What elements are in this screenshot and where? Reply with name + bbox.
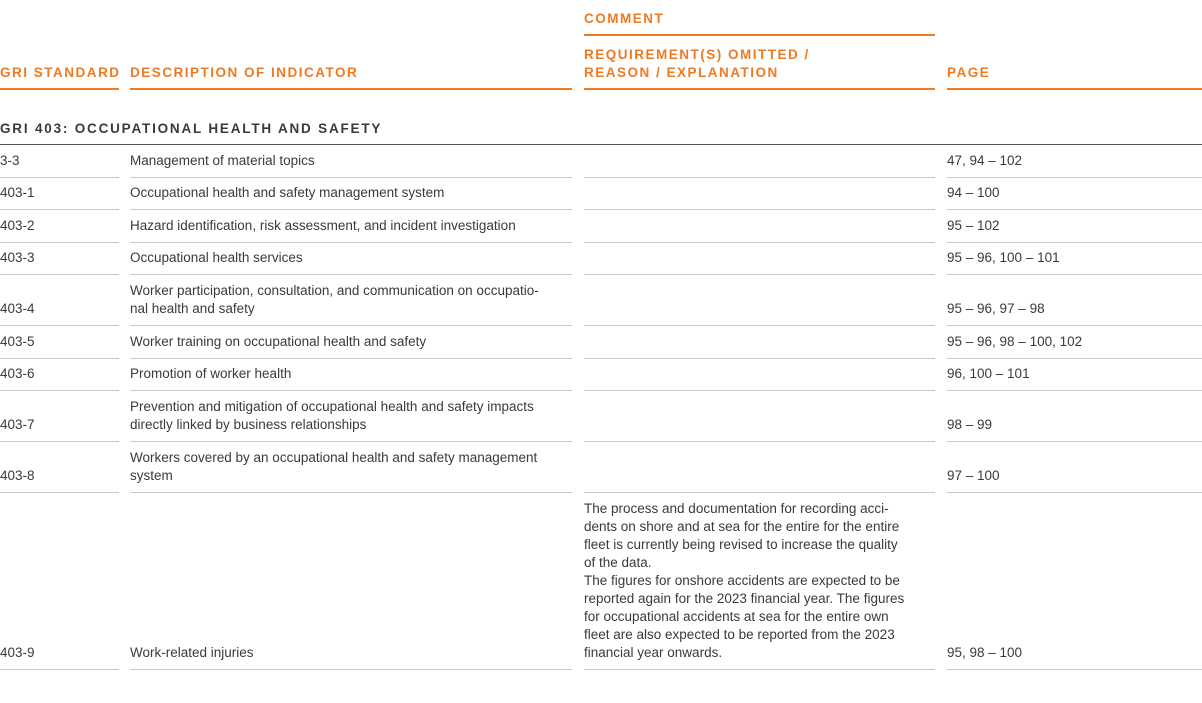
table-cell-comment <box>584 274 935 326</box>
description-line: system <box>130 468 173 483</box>
comment-line: financial year onwards. <box>584 645 723 660</box>
header-page: PAGE <box>947 65 991 80</box>
table-cell-page <box>947 274 1202 326</box>
table-cell-code <box>0 358 119 391</box>
table-cell-page <box>947 177 1202 210</box>
table-cell-description <box>130 493 572 670</box>
description-line: Prevention and mitigation of occupational health and safety impacts <box>130 399 534 414</box>
table-cell-description <box>130 326 572 359</box>
table-cell-code <box>0 242 119 275</box>
code-line: 403-7 <box>0 417 35 432</box>
code-line: 403-5 <box>0 334 35 349</box>
header-reason: REASON / EXPLANATION <box>584 65 779 80</box>
code-line: 403-1 <box>0 185 35 200</box>
table-cell-description <box>130 242 572 275</box>
table-cell-page <box>947 145 1202 178</box>
description-line: nal health and safety <box>130 301 255 316</box>
table-cell-comment <box>584 442 935 493</box>
code-line: 3-3 <box>0 153 20 168</box>
page-line: 94 – 100 <box>947 185 1000 200</box>
description-line: directly linked by business relationships <box>130 417 367 432</box>
header-underline-page <box>947 88 1202 90</box>
table-cell-description <box>130 177 572 210</box>
table-cell-description <box>130 145 572 178</box>
table-cell-code <box>0 274 119 326</box>
table-cell-code <box>0 442 119 493</box>
table-cell-comment <box>584 358 935 391</box>
table-cell-code <box>0 326 119 359</box>
table-cell-page <box>947 493 1202 670</box>
page-line: 95 – 96, 100 – 101 <box>947 250 1060 265</box>
code-line: 403-9 <box>0 645 35 660</box>
header-underline-description <box>130 88 572 90</box>
code-line: 403-4 <box>0 301 35 316</box>
comment-line: The figures for onshore accidents are expected to be <box>584 573 900 588</box>
comment-line: The process and documentation for recording acci- <box>584 501 889 516</box>
header-underline-gri <box>0 88 119 90</box>
comment-header-divider <box>584 34 935 36</box>
table-cell-code <box>0 145 119 178</box>
code-line: 403-3 <box>0 250 35 265</box>
table-cell-comment <box>584 145 935 178</box>
description-line: Work-related injuries <box>130 645 254 660</box>
comment-line: fleet are also expected to be reported from the 2023 <box>584 627 895 642</box>
page-line: 95 – 96, 98 – 100, 102 <box>947 334 1083 349</box>
table-cell-comment <box>584 177 935 210</box>
table-cell-page <box>947 442 1202 493</box>
page-line: 98 – 99 <box>947 417 993 432</box>
description-line: Management of material topics <box>130 153 315 168</box>
table-cell-description <box>130 390 572 442</box>
page-line: 47, 94 – 102 <box>947 153 1023 168</box>
table-cell-page <box>947 326 1202 359</box>
header-underline-comment <box>584 88 935 90</box>
table-cell-comment <box>584 390 935 442</box>
table-cell-page <box>947 210 1202 243</box>
section-title: GRI 403: OCCUPATIONAL HEALTH AND SAFETY <box>0 121 383 136</box>
page-line: 95 – 102 <box>947 218 1000 233</box>
code-line: 403-2 <box>0 218 35 233</box>
table-cell-description <box>130 442 572 493</box>
table-cell-description <box>130 274 572 326</box>
table-cell-page <box>947 390 1202 442</box>
table-cell-code <box>0 177 119 210</box>
table-cell-page <box>947 358 1202 391</box>
table-cell-comment <box>584 242 935 275</box>
header-description: DESCRIPTION OF INDICATOR <box>130 65 359 80</box>
description-line: Workers covered by an occupational health and safety management <box>130 450 538 465</box>
comment-line: of the data. <box>584 555 652 570</box>
comment-line: reported again for the 2023 financial year. The figures <box>584 591 905 606</box>
description-line: Promotion of worker health <box>130 366 292 381</box>
code-line: 403-6 <box>0 366 35 381</box>
table-cell-description <box>130 210 572 243</box>
page-line: 95 – 96, 97 – 98 <box>947 301 1045 316</box>
page-line: 95, 98 – 100 <box>947 645 1023 660</box>
description-line: Worker participation, consultation, and communication on occupatio- <box>130 283 539 298</box>
table-cell-comment <box>584 326 935 359</box>
description-line: Occupational health services <box>130 250 303 265</box>
code-line: 403-8 <box>0 468 35 483</box>
page-line: 96, 100 – 101 <box>947 366 1030 381</box>
table-cell-comment <box>584 493 935 670</box>
comment-line: fleet is currently being revised to increase the quality <box>584 537 898 552</box>
table-cell-code <box>0 390 119 442</box>
page-line: 97 – 100 <box>947 468 1000 483</box>
comment-line: for occupational accidents at sea for the entire own <box>584 609 889 624</box>
table-cell-code <box>0 493 119 670</box>
header-gri-standard: GRI STANDARD <box>0 65 121 80</box>
header-comment: COMMENT <box>584 11 665 26</box>
description-line: Hazard identification, risk assessment, and incident investigation <box>130 218 516 233</box>
table-cell-description <box>130 358 572 391</box>
description-line: Worker training on occupational health and safety <box>130 334 427 349</box>
description-line: Occupational health and safety management system <box>130 185 445 200</box>
table-cell-comment <box>584 210 935 243</box>
table-cell-code <box>0 210 119 243</box>
header-requirement: REQUIREMENT(S) OMITTED / <box>584 47 810 62</box>
comment-line: dents on shore and at sea for the entire for the entire <box>584 519 900 534</box>
table-cell-page <box>947 242 1202 275</box>
